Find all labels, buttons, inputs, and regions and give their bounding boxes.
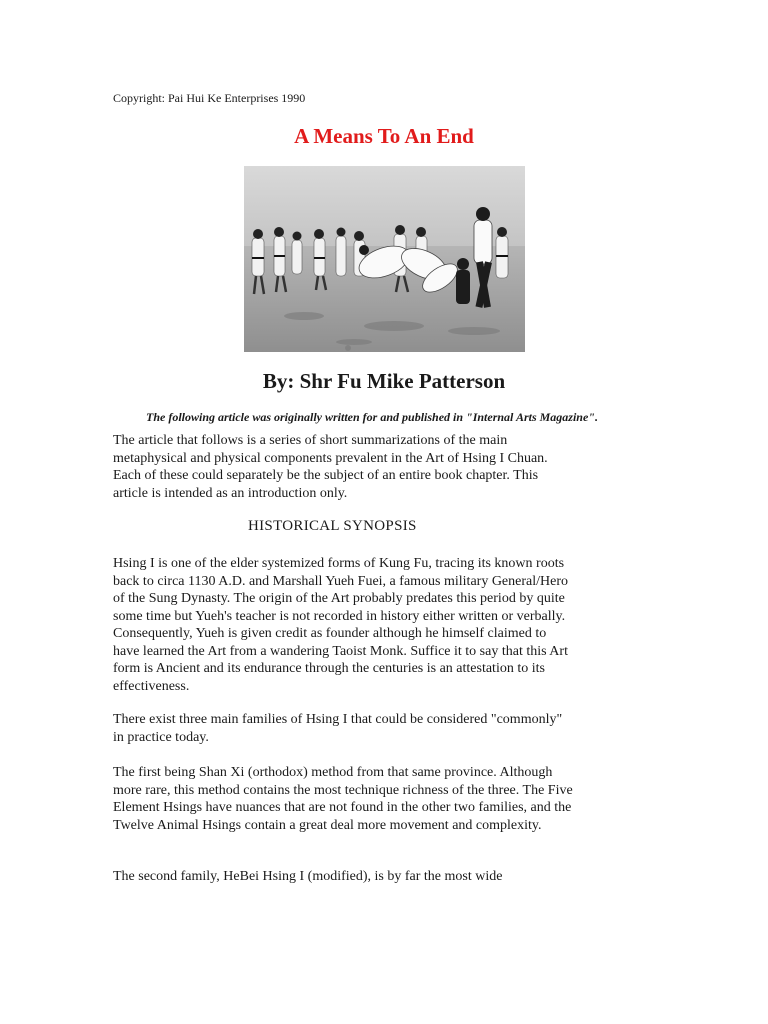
intro-paragraph: The article that follows is a series of short summarizations of the main metaphysical and physical components prevalent in the Art of Hsing I Chuan. Each of these could separately be the subject of an entire book chapter. This article is intended as an introduction only. [113, 433, 548, 501]
section-heading: HISTORICAL SYNOPSIS [248, 518, 417, 534]
history-paragraph-2: There exist three main families of Hsing I that could be considered "commonly" in practice today. [113, 712, 563, 745]
copyright-line: Copyright: Pai Hui Ke Enterprises 1990 [113, 91, 306, 105]
history-paragraph-1: Hsing I is one of the elder systemized forms of Kung Fu, tracing its known roots back to circa 1130 A.D. and Marshall Yueh Fuei, a famous military General/Hero of the Sung Dynasty. The origin of the Art probably predates this period by quite some time but Yueh's teacher is not recorded in history either written or verbally. Consequently, Yueh is given credit as founder although he himself claimed to have learned the Art from a wandering Taoist Monk. Suffice it to say that this Art form is Ancient and its endurance through the centuries is an attestation to its effectiveness. [113, 556, 568, 694]
photo-illustration [244, 166, 525, 352]
publication-note: The following article was originally written for and published in "Internal Arts Magazine". [146, 410, 598, 424]
article-title: A Means To An End [294, 124, 474, 148]
martial-arts-photo [244, 166, 525, 352]
author-byline: By: Shr Fu Mike Patterson [262, 369, 506, 393]
history-paragraph-4: The second family, HeBei Hsing I (modified), is by far the most wide [113, 869, 503, 884]
history-paragraph-3: The first being Shan Xi (orthodox) method from that same province. Although more rare, this method contains the most technique richness of the three. The Five Element Hsings have nuances that are not found in the other two families, and the Twelve Animal Hsings contain a great deal more movement and complexity. [113, 765, 573, 833]
